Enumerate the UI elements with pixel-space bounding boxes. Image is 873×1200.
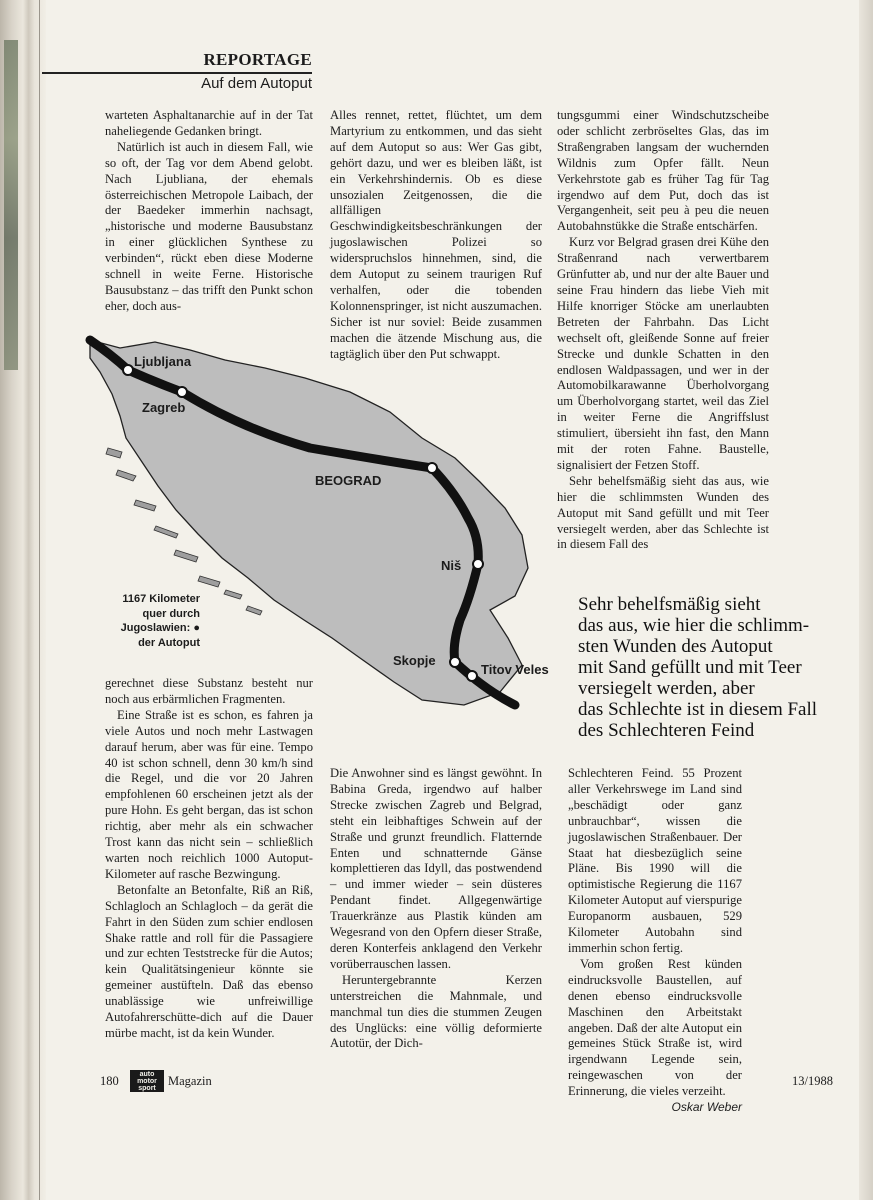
paragraph: gerechnet diese Substanz besteht nur noch aus erbärmlichen Fragmenten.	[105, 676, 313, 706]
column-2-bottom	[330, 766, 542, 1052]
paragraph: Heruntergebrannte Kerzen unterstreichen die Mahnmale, und manchmal tun dies die stummen Zeugen des Unglücks: eine völlig deformierte Autotür, der Dich-	[330, 972, 542, 1051]
city-marker-beograd	[427, 463, 437, 473]
paragraph: Alles rennet, rettet, flüchtet, um dem Martyrium zu entkommen, und das sieht auf dem Autoput so aus: Wer Gas gibt, gehört dazu, und wer es bleiben läßt, ist ein Verkehrshindernis. Ob es diese unsozialen Zeitgenossen, die die allfälligen Geschwindigkeitsbeschränkungen der jugoslawischen Polizei so widerspruchslos hinnehmen, sind, die dem Autoput zu seinem traurigen Ruf verhalfen, oder die tobenden Kolonnenspringer, ist nicht auszumachen. Sicher ist nur soviel: Beide zusammen machen die ätzende Mischung aus, die tagtäglich über den Put schwappt.	[330, 108, 542, 361]
pull-quote-line: das Schlechte ist in diesem Fall	[578, 699, 818, 720]
magazine-logo: auto motor sport	[130, 1070, 164, 1092]
pull-quote-line: sten Wunden des Autoput	[578, 636, 773, 657]
city-label-zagreb: Zagreb	[142, 400, 186, 415]
map-caption-line: der Autoput	[138, 636, 200, 649]
city-label-skopje: Skopje	[393, 653, 436, 668]
city-label-ljubljana: Ljubljana	[134, 354, 192, 369]
island	[174, 550, 198, 562]
island	[116, 470, 136, 481]
paragraph: Die Anwohner sind es längst gewöhnt. In Babina Greda, irgendwo auf halber Strecke zwischen Zagreb und Belgrad, steht ein leibhaftiges Schwein auf der Straße und grunzt freundlich. Flatternde Enten und schnatternde Gänse komplettieren das Idyll, das postwendend – und immer wieder – sein düsteres Pendant findet. Allgegenwärtige Trauerkränze aus Plastik künden am Wegesrand von den Opfern dieser Straße, deren Konterfeis anklagend den Verkehr vorüberrauschen lassen.	[330, 766, 542, 971]
column-1-bottom	[105, 676, 313, 1042]
island	[198, 576, 220, 587]
city-label-titov-veles: Titov Veles	[481, 662, 549, 677]
pull-quote-line: das aus, wie hier die schlimm-	[578, 615, 810, 636]
city-marker-titov-veles	[467, 671, 477, 681]
island	[106, 448, 122, 458]
island	[134, 500, 156, 511]
city-marker-zagreb	[177, 387, 187, 397]
paragraph: Kurz vor Belgrad grasen drei Kühe den Straßenrand nach verwertbarem Grünfutter ab, und nur der alte Bauer und seine Frau hindern das liebe Vieh mit Hilfe knorriger Stöcke am unerlaubten Betreten der Fahrbahn. Das Licht wechselt oft, gleißende Sonne auf freier Strecke und dunkle Schatten in den endlosen Waldpassagen, und wer in der Automobilkarawanne Überholvorgang um Überholvorgang startet, weil das Ziel in weiter Ferne die Angriffslust stimuliert, übersieht ihn fast, den Mann mit der roten Fahne. Baustelle, signalisiert der Fetzen Stoff.	[557, 235, 769, 472]
city-marker-skopje	[450, 657, 460, 667]
map-caption-line: 1167 Kilometer	[122, 593, 200, 605]
pull-quote-line: mit Sand gefüllt und mit Teer	[578, 657, 802, 678]
paragraph: Schlechteren Feind. 55 Prozent aller Verkehrswege im Land sind „beschädigt oder ganz unbrauchbar“, wissen die jugoslawischen Straßenbauer. Der Staat hat diesbezüglich seine Pläne. Bis 1990 will die optimistische Regierung die 1167 Kilometer Autoput auf vierspurige Europanorm ausbauen, 529 Kilometer Autobahn sind immerhin schon fertig.	[568, 766, 742, 955]
column-3-bottom	[568, 766, 742, 1116]
magazine-label: Magazin	[168, 1074, 212, 1088]
city-marker-nis	[473, 559, 483, 569]
island	[224, 590, 242, 599]
author-signature: Oskar Weber	[671, 1100, 742, 1115]
issue-number: 13/1988	[792, 1074, 833, 1088]
map-caption	[96, 592, 200, 650]
map-caption-line: Jugoslawien: ●	[120, 622, 200, 634]
rubric-rule	[42, 72, 312, 74]
column-1-top	[105, 108, 313, 315]
pull-quote	[578, 594, 854, 741]
pull-quote-line: des Schlechteren Feind	[578, 720, 755, 741]
map-caption-line: quer durch	[142, 607, 200, 620]
paragraph: Natürlich ist auch in diesem Fall, wie so oft, der Tag vor dem Abend gelobt. Nach Ljubliana, der ehemals österreichischen Metropole Laibach, der der Baedeker immerhin nachsagt, „historische und moderne Bausubstanz in einer glücklichen Synthese zu verbinden“, rückt eben diese Moderne schnell in weite Ferne. Historische Bausubstanz – das trifft den Punkt schon eher, doch aus-	[105, 139, 313, 313]
paragraph: tungsgummi einer Windschutzscheibe oder schlicht zerbröseltes Glas, das im Straßengraben langsam der wuchernden Wildnis zum Opfer fällt. Neun Verkehrstote gab es früher Tag für Tag irgendwo auf dem Put, doch das ist Vergangenheit, seit peu à peu die neuen Autobahnstükke die Straße entschärfen.	[557, 108, 769, 234]
island	[246, 606, 262, 615]
pull-quote-line: versiegelt werden, aber	[578, 678, 755, 699]
city-marker-ljubljana	[123, 365, 133, 375]
page-number: 180	[100, 1074, 119, 1088]
paragraph: Vom großen Rest künden eindrucksvolle Baustellen, auf denen ebenso eindrucksvolle Maschinen den Arbeitstakt angeben. Daß der alte Autoput ein gemeines Stück Straße ist, wird irgendwann Legende sein, reingewaschen von der Erinnerung, die vieles verzeiht.	[568, 956, 742, 1099]
paragraph: warteten Asphaltanarchie auf in der Tat naheliegende Gedanken bringt.	[105, 108, 313, 138]
island	[154, 526, 178, 538]
city-label-nis: Niš	[441, 558, 462, 573]
paragraph: Betonfalte an Betonfalte, Riß an Riß, Schlagloch an Schlagloch – da gerät die Fahrt in den Süden zum schier endlosen Shake rattle and roll für die Passagiere und zur echten Teststrecke für die Autos; kein Qualitätsingenieur könnte sie gemeiner austüfteln. Daß das ebenso unablässige wie unfreiwillige Autofahrerschütte-dich auf die Dauer mürbe macht, ist da kein Wunder.	[105, 882, 313, 1040]
previous-page-photo-edge	[4, 40, 18, 370]
section-subtitle: Auf dem Autoput	[201, 75, 312, 92]
column-3-top	[557, 108, 769, 553]
page-edge	[859, 0, 873, 1200]
yugoslavia-map	[60, 320, 560, 720]
map-land-shape	[90, 340, 528, 705]
section-rubric: REPORTAGE	[203, 50, 312, 69]
pull-quote-line: Sehr behelfsmäßig sieht	[578, 594, 761, 615]
paragraph: Sehr behelfsmäßig sieht das aus, wie hier die schlimmsten Wunden des Autoput mit Sand gefüllt und mit Teer versiegelt werden, aber das Schlechte ist in diesem Fall des	[557, 473, 769, 552]
paragraph: Eine Straße ist es schon, es fahren ja viele Autos und noch mehr Lastwagen darauf herum, aber was für eine. Tempo 40 ist schon schnell, denn 30 km/h sind die Regel, und die vor 20 Jahren empfohlenen 60 erscheinen jetzt als der pure Hohn. Es geht bergan, das ist schon richtig, aber mehr als ein schwacher Trost kann das nicht sein – schließlich warten noch reichlich 1000 Autoput-Kilometer auf rasche Bezwingung.	[105, 707, 313, 881]
city-label-beograd: BEOGRAD	[315, 473, 382, 488]
